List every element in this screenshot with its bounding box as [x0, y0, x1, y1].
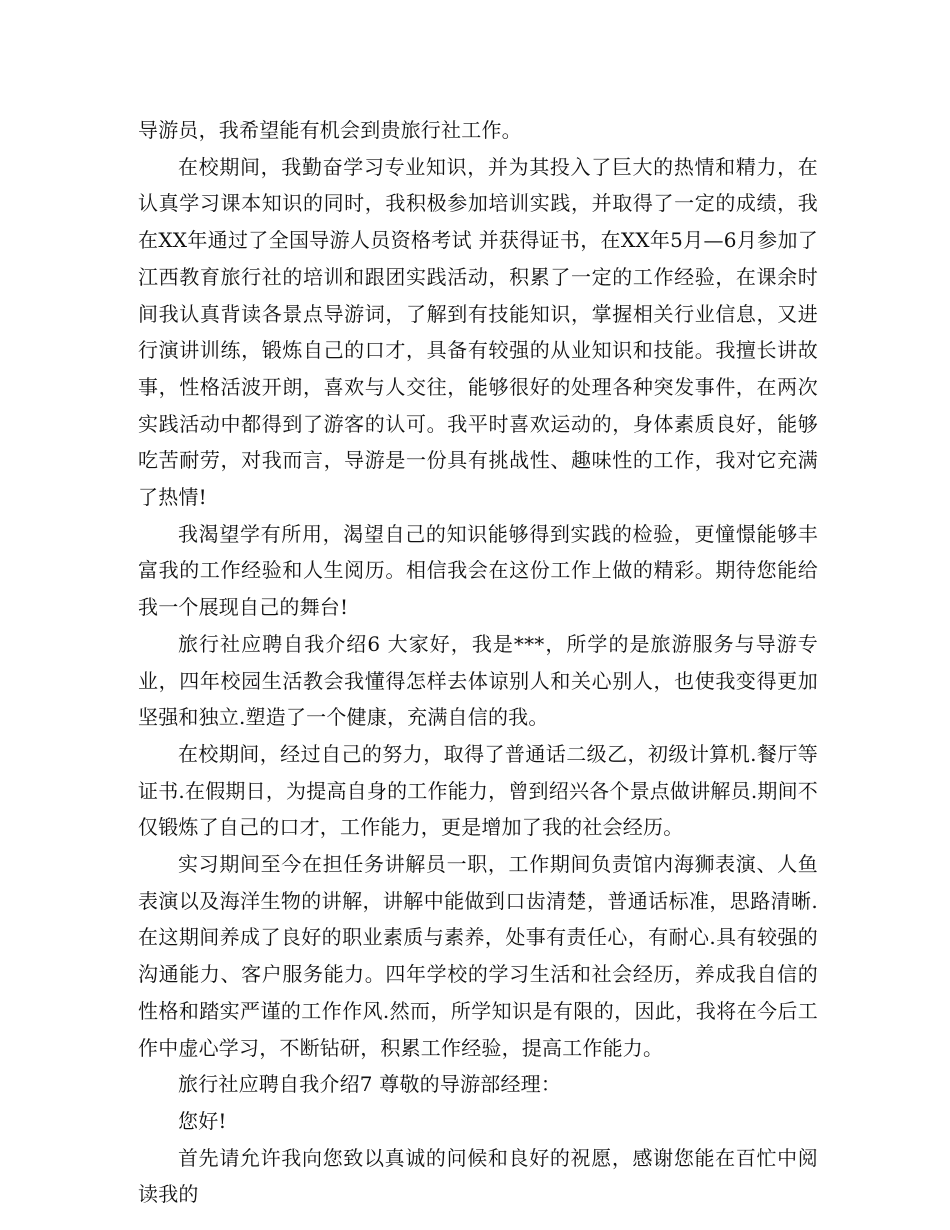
- document-body: [138, 112, 818, 1213]
- paragraph-4: 旅行社应聘自我介绍6 大家好，我是***，所学的是旅游服务与导游专业，四年校园生活教会我懂得怎样去体谅别人和关心别人，也使我变得更加坚强和独立.塑造了一个健康，充满自信的我。: [138, 631, 818, 730]
- paragraph-6: 实习期间至今在担任务讲解员一职，工作期间负责馆内海狮表演、人鱼表演以及海洋生物的讲解，讲解中能做到口齿清楚，普通话标准，思路清晰.在这期间养成了良好的职业素质与素养，处事有责任心，有耐心.具有较强的沟通能力、客户服务能力。四年学校的学习生活和社会经历，养成我自信的性格和踏实严谨的工作作风.然而，所学知识是有限的，因此，我将在今后工作中虚心学习，不断钻研，积累工作经验，提高工作能力。: [138, 852, 818, 1060]
- paragraph-3: 我渴望学有所用，渴望自己的知识能够得到实践的检验，更憧憬能够丰富我的工作经验和人生阅历。相信我会在这份工作上做的精彩。期待您能给我一个展现自己的舞台!: [138, 521, 818, 620]
- paragraph-7: 旅行社应聘自我介绍7 尊敬的导游部经理：: [178, 1072, 562, 1097]
- paragraph-2: 在校期间，我勤奋学习专业知识，并为其投入了巨大的热情和精力，在认真学习课本知识的同时，我积极参加培训实践，并取得了一定的成绩，我在XX年通过了全国导游人员资格考试 并获得证书，在XX年5月—6月参加了江西教育旅行社的培训和跟团实践活动，积累了一定的工作经验，在课余时间我认真背读各景点导游词，了解到有技能知识，掌握相关行业信息，又进行演讲训练，锻炼自己的口才，具备有较强的从业知识和技能。我擅长讲故事，性格活波开朗，喜欢与人交往，能够很好的处理各种突发事件，在两次实践活动中都得到了游客的认可。我平时喜欢运动的，身体素质良好，能够吃苦耐劳，对我而言，导游是一份具有挑战性、趣味性的工作，我对它充满了热情!: [138, 154, 818, 510]
- paragraph-5: 在校期间，经过自己的努力，取得了普通话二级乙，初级计算机.餐厅等证书.在假期日，为提高自身的工作能力，曾到绍兴各个景点做讲解员.期间不仅锻炼了自己的口才，工作能力，更是增加了我的社会经历。: [138, 741, 818, 840]
- paragraph-9: 首先请允许我向您致以真诚的问候和良好的祝愿，感谢您能在百忙中阅读我的: [138, 1145, 818, 1207]
- paragraph-8: 您好!: [178, 1108, 227, 1133]
- paragraph-1: 导游员，我希望能有机会到贵旅行社工作。: [138, 118, 522, 142]
